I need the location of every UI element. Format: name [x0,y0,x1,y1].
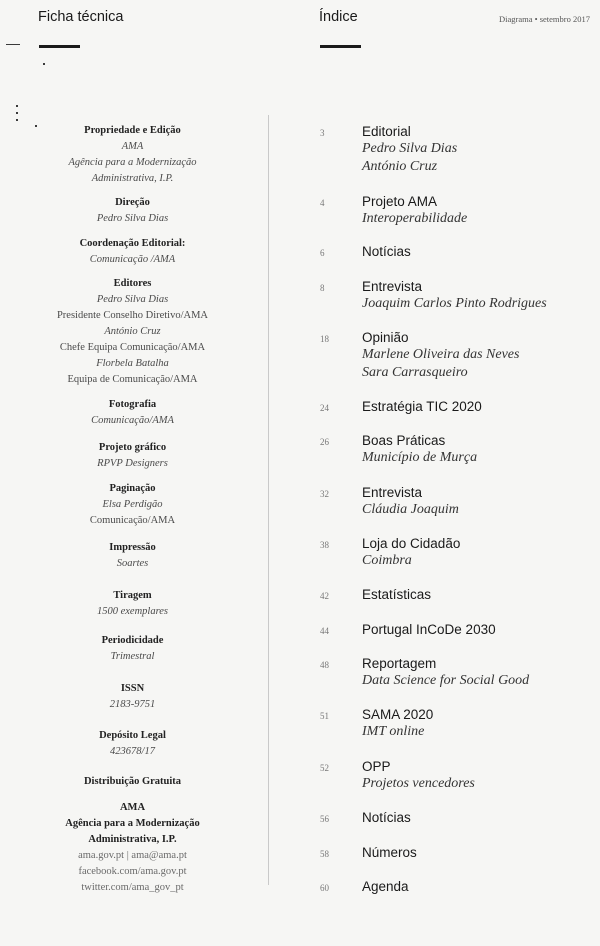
credit-heading: Direção [115,197,150,208]
index-entry-subtitle: Marlene Oliveira das Neves [362,347,520,362]
index-entry-subtitle: António Cruz [362,159,438,174]
credit-line: Administrativa, I.P. [91,173,174,184]
credit-line: RPVP Designers [97,458,168,469]
credit-line: Trimestral [110,651,155,662]
credit-line: AMA [121,141,144,152]
index-entry-title: Editorial [362,124,411,139]
credit-heading: Impressão [109,542,156,553]
index-entry-subtitle: Município de Murça [362,450,478,465]
credit-line: Pedro Silva Dias [96,213,169,224]
index-page-number: 48 [320,660,329,670]
index-page-number: 6 [320,248,325,258]
index-entry-subtitle: Joaquim Carlos Pinto Rodrigues [362,296,547,311]
index-page-number: 42 [320,591,329,601]
index-title: Índice [319,9,358,25]
index-page-number: 32 [320,489,329,499]
credit-line: Administrativa, I.P. [88,834,177,845]
index-entry-title: Estratégia TIC 2020 [362,399,482,414]
index-entry-subtitle: Pedro Silva Dias [362,141,458,156]
index-entry-title: Portugal InCoDe 2030 [362,622,496,637]
credit-line: Elsa Perdigão [102,499,163,510]
index-page-number: 38 [320,540,329,550]
credit-heading: Paginação [109,483,156,494]
credit-line: 1500 exemplares [96,606,169,617]
index-entry-subtitle: IMT online [362,724,425,739]
index-page-number: 26 [320,437,329,447]
credit-line: twitter.com/ama_gov_pt [81,882,184,893]
credit-line: Agência para a Modernização [65,818,200,829]
index-entry-title: Entrevista [362,485,423,500]
index-entry-title: Estatísticas [362,587,432,602]
index-entry-title: Reportagem [362,656,437,671]
index-page-number: 51 [320,711,329,721]
index-page-number: 52 [320,763,329,773]
credit-heading: Fotografia [108,399,157,410]
credit-line: António Cruz [104,326,161,337]
credit-heading: ISSN [120,683,145,694]
credits-title: Ficha técnica [38,9,124,25]
index-page-number: 58 [320,849,329,859]
index-entry-title: Notícias [362,244,411,259]
index-entry-subtitle: Interoperabilidade [362,211,468,226]
index-entry-subtitle: Projetos vencedores [362,776,475,791]
index-page-number: 18 [320,334,329,344]
index-entry-title: Projeto AMA [362,194,438,209]
credit-heading: Periodicidade [101,635,164,646]
credit-line: facebook.com/ama.gov.pt [78,866,187,877]
index-entry-subtitle: Sara Carrasqueiro [362,365,468,380]
index-page-number: 24 [320,403,329,413]
credit-heading: Coordenação Editorial: [79,238,186,249]
index-entry-title: Números [362,845,417,860]
index-page-number: 4 [320,198,325,208]
credit-heading: Tiragem [113,590,152,601]
index-entry-title: Notícias [362,810,411,825]
credit-heading: Depósito Legal [99,730,166,741]
credit-line: 423678/17 [110,746,155,757]
credit-line: ama.gov.pt | ama@ama.pt [78,850,187,861]
index-page-number: 56 [320,814,329,824]
credit-line: Comunicação /AMA [89,254,176,265]
index-entry-title: Opinião [362,330,409,345]
index-entry-title: SAMA 2020 [362,707,434,722]
index-entry-subtitle: Cláudia Joaquim [362,502,459,517]
credit-line: Soartes [116,558,149,569]
credit-line: Chefe Equipa Comunicação/AMA [59,342,206,353]
credit-heading: Propriedade e Edição [84,125,181,136]
issue-label: Diagrama • setembro 2017 [498,14,590,24]
index-entry-title: Entrevista [362,279,423,294]
credit-line: Pedro Silva Dias [96,294,169,305]
credit-line: 2183-9751 [109,699,156,710]
index-entry-title: Boas Práticas [362,433,446,448]
credit-heading: AMA [119,802,146,813]
credit-line: Comunicação/AMA [91,415,174,426]
index-page-number: 8 [320,283,325,293]
index-entry-subtitle: Coimbra [362,553,412,568]
credit-line: Equipa de Comunicação/AMA [67,374,198,385]
index-page-number: 3 [320,128,325,138]
index-entry-title: OPP [362,759,391,774]
credit-line: Agência para a Modernização [68,157,197,168]
credit-heading: Distribuição Gratuita [83,776,182,787]
index-entry-title: Agenda [362,879,409,894]
credit-line: Comunicação/AMA [89,515,176,526]
index-entry-title: Loja do Cidadão [362,536,461,551]
index-page-number: 60 [320,883,329,893]
credit-heading: Projeto gráfico [98,442,167,453]
credit-line: Florbela Batalha [96,358,169,369]
index-page-number: 44 [320,626,329,636]
credit-heading: Editores [113,278,152,289]
index-entry-subtitle: Data Science for Social Good [362,673,530,688]
credit-line: Presidente Conselho Diretivo/AMA [56,310,209,321]
